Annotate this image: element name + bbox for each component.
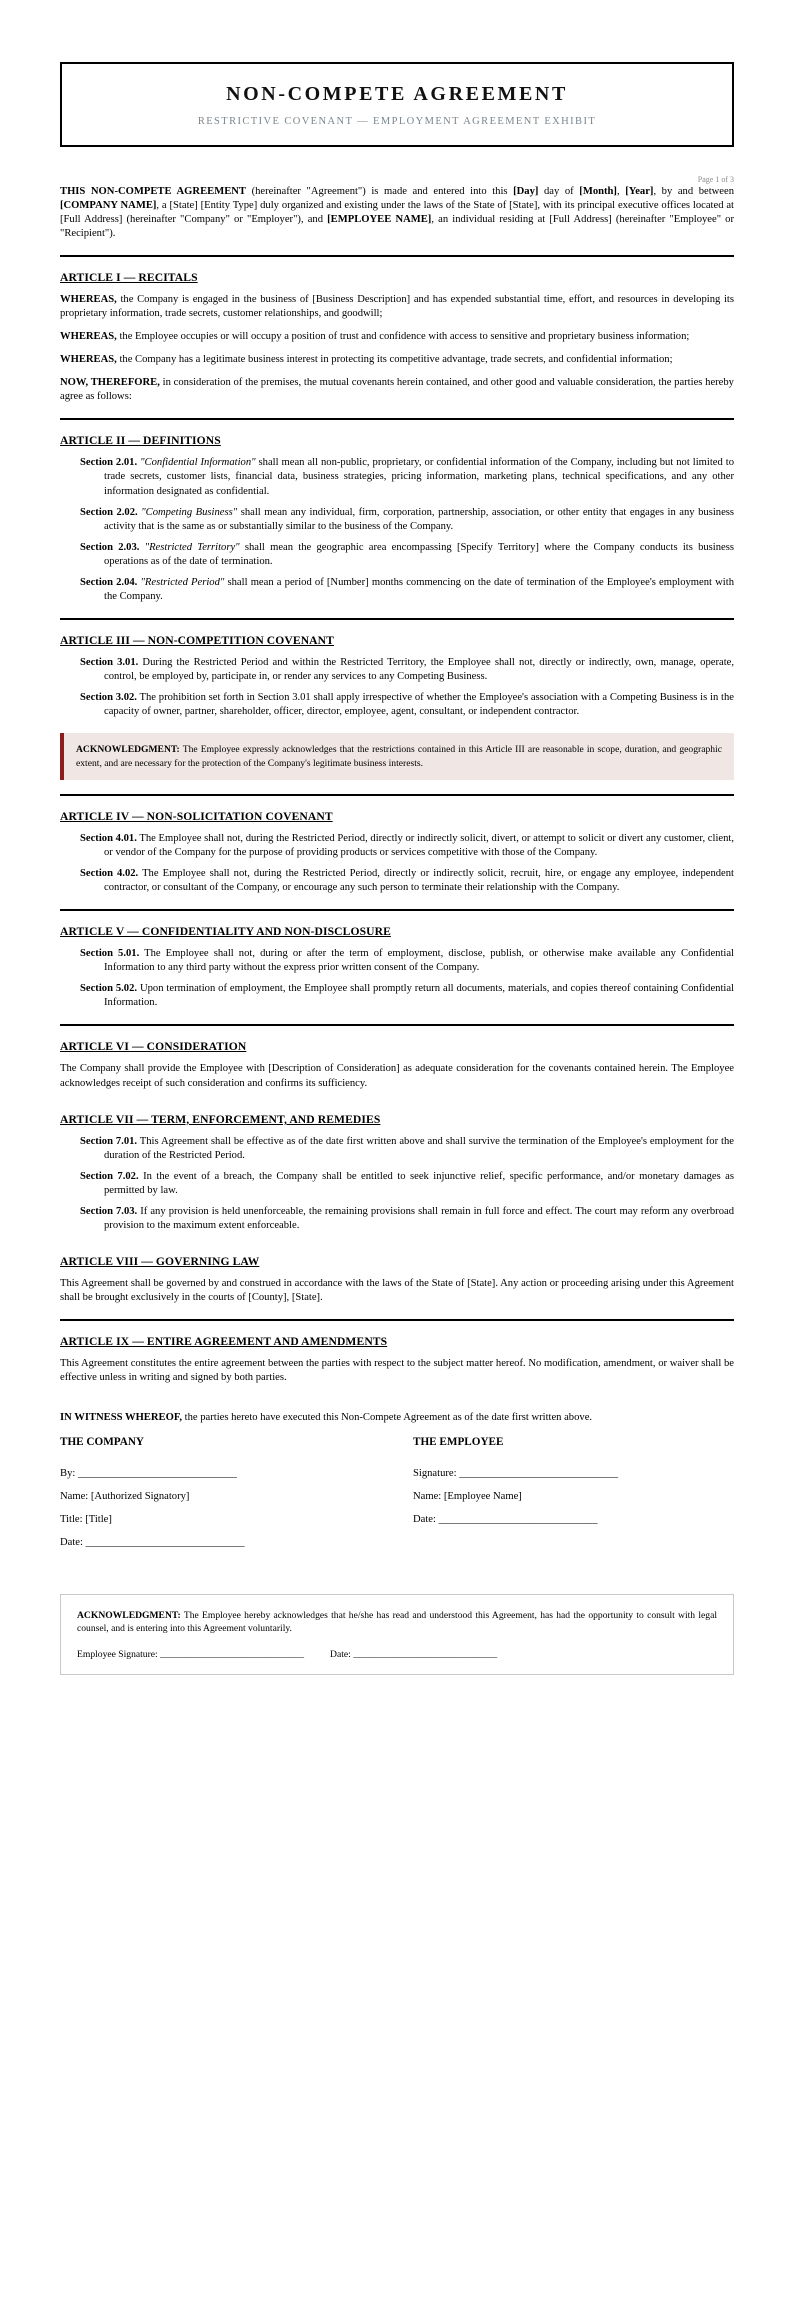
section-clause	[60, 506, 734, 534]
whereas-text: the Company is engaged in the business of [Business Description] and has expended substantial time, effort, and resources in developing its proprietary information, trade secrets, customer relationships, and goodwill;	[60, 293, 734, 319]
section-text: During the Restricted Period and within the Restricted Territory, the Employee shall not, directly or indirectly, own, manage, operate, control, be employed by, participate in, or render any services to any Competing Business.	[104, 657, 734, 683]
witness-text: the parties hereto have executed this Non-Compete Agreement as of the date first written above.	[181, 1412, 593, 1424]
company-date-field[interactable]: Date: ______________________________	[60, 1536, 245, 1548]
recital-whereas-2	[60, 330, 734, 344]
company-title-field[interactable]: Title: [Title]	[60, 1513, 112, 1525]
preamble-employee: [EMPLOYEE NAME]	[327, 213, 432, 225]
article-heading-8: ARTICLE VIII — GOVERNING LAW	[60, 1255, 260, 1269]
company-party-label: THE COMPANY	[60, 1435, 145, 1448]
section-divider	[60, 255, 734, 257]
section-number: Section 5.02.	[80, 983, 138, 995]
callout-lead: ACKNOWLEDGMENT:	[76, 744, 180, 756]
final-ack-text: The Employee hereby acknowledges that he/she has read and understood this Agreement, has had the opportunity to consult with legal counsel, and is entering into this Agreement voluntarily.	[77, 1609, 717, 1634]
final-ack-signature-row	[77, 1649, 717, 1660]
final-ack-lead: ACKNOWLEDGMENT:	[77, 1609, 181, 1621]
whereas-lead: WHEREAS,	[60, 331, 117, 343]
final-ack-paragraph	[77, 1609, 717, 1636]
preamble-text-5: , a [State] [Entity Type] duly organized and existing under the laws of the State of [State], with its principal executive offices located at [Full Address] (hereinafter "Company" or "Employer"), and	[60, 199, 734, 225]
section-number: Section 2.01.	[80, 457, 138, 469]
section-number: Section 2.03.	[80, 541, 140, 553]
whereas-text: the Company has a legitimate business interest in protecting its competitive advantage, trade secrets, and confidential information;	[116, 354, 673, 366]
preamble-day: [Day]	[513, 185, 539, 197]
witness-lead: IN WITNESS WHEREOF,	[60, 1412, 182, 1424]
now-therefore-lead: NOW, THEREFORE,	[60, 377, 160, 389]
section-text: The Employee shall not, during the Restricted Period, directly or indirectly solicit, divert, or attempt to solicit or divert any customer, client, or vendor of the Company for the purpose of providing products or services competitive with those of the Company.	[104, 832, 734, 858]
section-clause	[60, 656, 734, 684]
preamble-company: [COMPANY NAME]	[60, 199, 157, 211]
signature-block	[60, 1436, 734, 1560]
section-number: Section 3.01.	[80, 657, 139, 669]
company-name-field[interactable]: Name: [Authorized Signatory]	[60, 1490, 190, 1502]
recital-now-therefore	[60, 376, 734, 404]
callout-paragraph	[76, 743, 722, 769]
section-text: The Employee shall not, during or after the term of employment, disclose, publish, or otherwise make available any Confidential Information to any third party without the express prior written consent of the Company.	[104, 948, 734, 974]
section-text: In the event of a breach, the Company shall be entitled to seek injunctive relief, specific performance, and/or monetary damages as permitted by law.	[104, 1170, 735, 1196]
preamble-text-4: , by and between	[653, 185, 735, 197]
section-term: "Confidential Information"	[137, 457, 256, 469]
employee-signature-field[interactable]: Employee Signature: ______________________________	[77, 1649, 305, 1661]
section-number: Section 2.02.	[80, 506, 138, 518]
recital-whereas-1	[60, 293, 734, 321]
employee-party-label: THE EMPLOYEE	[413, 1435, 504, 1448]
section-number: Section 7.02.	[80, 1170, 139, 1182]
preamble-text-3: ,	[616, 185, 626, 197]
preamble-paragraph	[60, 185, 734, 241]
acknowledgment-callout	[60, 733, 734, 779]
preamble-month: [Month]	[579, 185, 617, 197]
section-clause	[60, 1205, 734, 1233]
preamble-text-2: day of	[538, 185, 580, 197]
employee-date-field[interactable]: Date: ______________________________	[330, 1649, 498, 1661]
section-term: "Competing Business"	[137, 506, 238, 518]
section-divider	[60, 909, 734, 911]
article-heading-4: ARTICLE IV — NON-SOLICITATION COVENANT	[60, 809, 333, 823]
section-clause	[60, 1170, 734, 1198]
section-divider	[60, 418, 734, 420]
article-heading-5: ARTICLE V — CONFIDENTIALITY AND NON-DISCLOSURE	[60, 925, 391, 939]
whereas-lead: WHEREAS,	[60, 293, 117, 305]
section-clause	[60, 1135, 734, 1163]
article-8-body: This Agreement shall be governed by and construed in accordance with the laws of the State of [State]. Any action or proceeding arising under this Agreement shall be brought exclusively in the courts of [County], [State].	[60, 1278, 734, 1304]
recital-whereas-3	[60, 353, 734, 367]
article-heading-3: ARTICLE III — NON-COMPETITION COVENANT	[60, 634, 334, 648]
section-number: Section 3.02.	[80, 692, 137, 704]
signature-column-employee	[397, 1436, 734, 1560]
callout-text: The Employee expressly acknowledges that the restrictions contained in this Article III are reasonable in scope, duration, and geographic extent, and are necessary for the protection of the Company's legitimate business interests.	[76, 744, 722, 769]
section-text: shall mean all non-public, proprietary, or confidential information of the Company, including but not limited to trade secrets, customer lists, financial data, business strategies, pricing information, marketing plans, technical specifications, and any other information designated as confidential.	[104, 457, 734, 497]
section-clause	[60, 832, 734, 860]
preamble-text-6: , an individual residing at [Full Address] (hereinafter "Employee" or "Recipient").	[60, 213, 734, 239]
section-number: Section 5.01.	[80, 948, 140, 960]
section-clause	[60, 691, 734, 719]
section-text: shall mean any individual, firm, corporation, partnership, association, or other entity that engages in any business activity that is the same as or substantially similar to the business of the Company.	[104, 506, 735, 532]
preamble-text-1: (hereinafter "Agreement") is made and entered into this	[245, 185, 514, 197]
section-clause	[60, 982, 734, 1010]
now-therefore-text: in consideration of the premises, the mutual covenants herein contained, and other good and valuable consideration, the parties hereby agree as follows:	[60, 377, 734, 403]
section-divider	[60, 1319, 734, 1321]
section-text: The Employee shall not, during the Restricted Period, directly or indirectly solicit, recruit, hire, or engage any employee, independent contractor, or consultant of the Company, or encourage any such person to terminate their relationship with the Company.	[104, 868, 734, 894]
section-number: Section 2.04.	[80, 576, 138, 588]
article-6-body: The Company shall provide the Employee with [Description of Consideration] as adequate consideration for the covenants contained herein. The Employee acknowledges receipt of such consideration and confirms its sufficiency.	[60, 1063, 734, 1089]
section-number: Section 7.01.	[80, 1135, 138, 1147]
final-acknowledgment-box	[60, 1594, 734, 1676]
page-number: Page 1 of 3	[697, 174, 734, 184]
employee-signature-field[interactable]: Signature: ______________________________	[413, 1467, 619, 1479]
article-heading-1: ARTICLE I — RECITALS	[60, 270, 198, 284]
section-term: "Restricted Period"	[137, 576, 225, 588]
section-number: Section 4.01.	[80, 832, 137, 844]
section-text: If any provision is held unenforceable, the remaining provisions shall remain in full force and effect. The court may reform any overbroad provision to the maximum extent enforceable.	[104, 1205, 735, 1232]
whereas-text: the Employee occupies or will occupy a position of trust and confidence with access to sensitive and proprietary business information;	[116, 331, 690, 343]
section-clause	[60, 947, 734, 975]
section-number: Section 4.02.	[80, 868, 139, 880]
employee-name-field[interactable]: Name: [Employee Name]	[413, 1490, 522, 1502]
page-subtitle: RESTRICTIVE COVENANT — EMPLOYMENT AGREEMENT EXHIBIT	[197, 116, 597, 127]
section-clause	[60, 541, 734, 569]
article-heading-9: ARTICLE IX — ENTIRE AGREEMENT AND AMENDMENTS	[60, 1335, 388, 1349]
article-heading-7: ARTICLE VII — TERM, ENFORCEMENT, AND REMEDIES	[60, 1112, 381, 1126]
section-divider	[60, 794, 734, 796]
section-clause	[60, 867, 734, 895]
title-box	[60, 62, 734, 147]
whereas-lead: WHEREAS,	[60, 354, 117, 366]
witness-paragraph	[60, 1411, 734, 1425]
section-divider	[60, 618, 734, 620]
company-by-field[interactable]: By: ______________________________	[60, 1467, 237, 1479]
section-text: shall mean the geographic area encompassing [Specify Territory] where the Company conducts its business operations as of the date of termination.	[104, 541, 734, 567]
preamble-lead: THIS NON-COMPETE AGREEMENT	[60, 185, 246, 197]
section-text: The prohibition set forth in Section 3.01 shall apply irrespective of whether the Employee's association with a Competing Business is in the capacity of owner, partner, shareholder, officer, director, employee, agent, consultant, or independent contractor.	[104, 692, 734, 718]
section-text: This Agreement shall be effective as of the date first written above and shall survive the termination of the Employee's employment for the duration of the Restricted Period.	[104, 1135, 734, 1161]
section-clause	[60, 576, 734, 604]
section-term: "Restricted Territory"	[139, 541, 240, 553]
page-title: NON-COMPETE AGREEMENT	[226, 83, 568, 105]
section-clause	[60, 456, 734, 498]
article-9-body: This Agreement constitutes the entire agreement between the parties with respect to the subject matter hereof. No modification, amendment, or waiver shall be effective unless in writing and signed by both parties.	[60, 1358, 734, 1384]
article-heading-6: ARTICLE VI — CONSIDERATION	[60, 1040, 247, 1054]
section-text: Upon termination of employment, the Employee shall promptly return all documents, materials, and copies thereof containing Confidential Information.	[104, 983, 734, 1009]
section-text: shall mean a period of [Number] months commencing on the date of termination of the Employee's employment with the Company.	[104, 576, 734, 602]
section-divider	[60, 1024, 734, 1026]
preamble-year: [Year]	[625, 185, 654, 197]
article-heading-2: ARTICLE II — DEFINITIONS	[60, 434, 221, 448]
signature-column-company	[60, 1436, 397, 1560]
section-number: Section 7.03.	[80, 1205, 138, 1217]
employee-date-field[interactable]: Date: ______________________________	[413, 1513, 598, 1525]
